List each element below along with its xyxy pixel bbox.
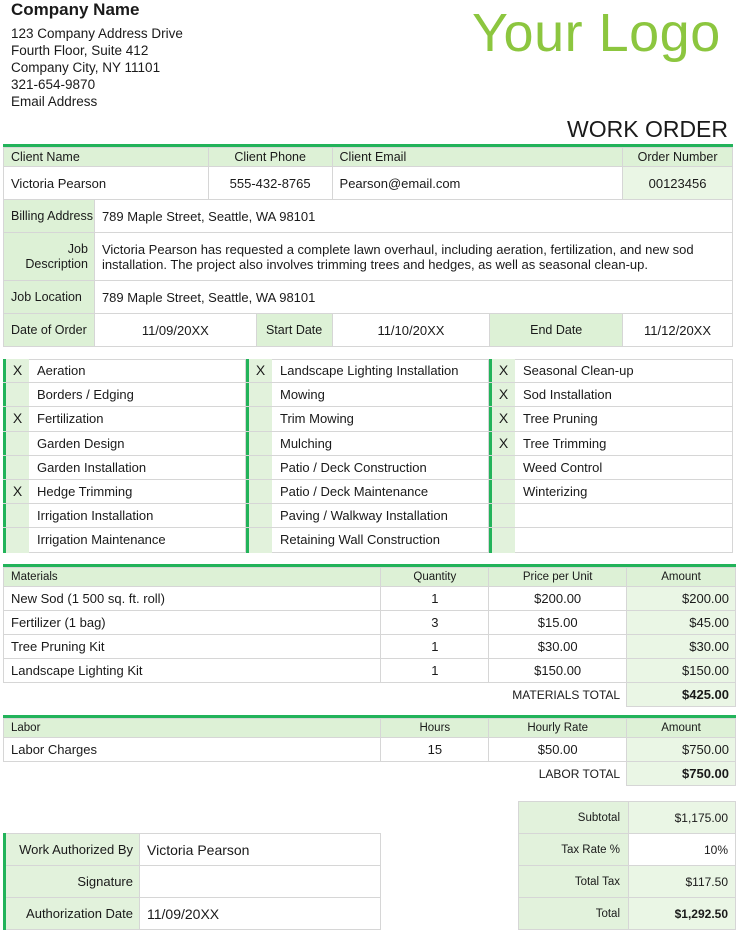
material-row [4, 635, 736, 659]
client-phone-header: Client Phone [208, 148, 332, 167]
authorization-date-label: Authorization Date [5, 898, 140, 930]
total-value: $1,292.50 [629, 898, 736, 930]
service-label: Winterizing [515, 480, 733, 503]
total-tax-value: $117.50 [629, 866, 736, 898]
service-label: Landscape Lighting Installation [272, 359, 489, 382]
signature-field[interactable] [140, 866, 381, 898]
billing-address-field[interactable]: 789 Maple Street, Seattle, WA 98101 [94, 200, 732, 233]
material-price[interactable]: $30.00 [489, 635, 627, 659]
labor-rate[interactable]: $50.00 [489, 738, 627, 762]
service-item [246, 432, 489, 456]
material-amount: $150.00 [627, 659, 736, 683]
quantity-header: Quantity [381, 568, 489, 587]
material-amount: $30.00 [627, 635, 736, 659]
service-label: Retaining Wall Construction [272, 528, 489, 552]
service-label: Mulching [272, 432, 489, 455]
service-checkbox[interactable]: X [489, 359, 515, 382]
subtotal-label: Subtotal [519, 802, 629, 834]
material-item[interactable]: Fertilizer (1 bag) [4, 611, 381, 635]
service-item [3, 432, 246, 456]
service-item [246, 480, 489, 504]
service-item [246, 407, 489, 431]
date-of-order-label: Date of Order [4, 314, 95, 347]
service-item [489, 480, 733, 504]
service-label: Hedge Trimming [29, 480, 246, 503]
material-price[interactable]: $150.00 [489, 659, 627, 683]
service-item [489, 432, 733, 456]
service-item [246, 528, 489, 552]
service-label: Patio / Deck Construction [272, 456, 489, 479]
service-item [489, 359, 733, 383]
material-item[interactable]: New Sod (1 500 sq. ft. roll) [4, 587, 381, 611]
materials-header: Materials [4, 568, 381, 587]
service-label [515, 504, 733, 527]
service-label: Irrigation Maintenance [29, 528, 246, 552]
service-item [489, 456, 733, 480]
materials-table [3, 567, 736, 707]
service-item [489, 528, 733, 552]
service-label [515, 528, 733, 552]
service-item [246, 383, 489, 407]
service-item [3, 528, 246, 552]
date-of-order-field[interactable]: 11/09/20XX [94, 314, 256, 347]
service-item [3, 359, 246, 383]
material-quantity[interactable]: 1 [381, 587, 489, 611]
service-checkbox[interactable] [246, 528, 272, 552]
service-label: Irrigation Installation [29, 504, 246, 527]
material-item[interactable]: Tree Pruning Kit [4, 635, 381, 659]
service-checkbox[interactable]: X [489, 432, 515, 455]
client-phone-field[interactable]: 555-432-8765 [208, 167, 332, 200]
material-quantity[interactable]: 1 [381, 635, 489, 659]
services-column [246, 359, 489, 553]
service-item [246, 359, 489, 383]
service-checkbox[interactable] [3, 504, 29, 527]
service-label: Seasonal Clean-up [515, 359, 733, 382]
labor-amount-header: Amount [627, 719, 736, 738]
client-name-header: Client Name [4, 148, 209, 167]
service-checkbox[interactable] [3, 383, 29, 406]
services-column [3, 359, 246, 553]
client-email-header: Client Email [332, 148, 623, 167]
client-email-field[interactable]: Pearson@email.com [332, 167, 623, 200]
materials-total-value: $425.00 [627, 683, 736, 707]
service-item [489, 383, 733, 407]
service-checkbox[interactable]: X [3, 359, 29, 382]
material-price[interactable]: $200.00 [489, 587, 627, 611]
total-label: Total [519, 898, 629, 930]
service-item [3, 383, 246, 407]
service-label: Borders / Edging [29, 383, 246, 406]
service-checkbox[interactable] [3, 528, 29, 552]
service-checkbox[interactable] [489, 528, 515, 552]
service-label: Trim Mowing [272, 407, 489, 430]
service-label: Mowing [272, 383, 489, 406]
job-description-field[interactable]: Victoria Pearson has requested a complete lawn overhaul, including aeration, fertilization, and new sod installation. The project also involves trimming trees and hedges, as well as seasonal clean-up. [94, 233, 732, 281]
service-label: Garden Design [29, 432, 246, 455]
material-row [4, 659, 736, 683]
service-label: Fertilization [29, 407, 246, 430]
service-checkbox[interactable] [246, 407, 272, 430]
client-info-table [3, 147, 733, 347]
end-date-label: End Date [490, 314, 623, 347]
labor-total-value: $750.00 [627, 762, 736, 786]
service-label: Weed Control [515, 456, 733, 479]
company-city-line: Company City, NY 11101 [11, 60, 161, 75]
service-checkbox[interactable]: X [489, 383, 515, 406]
service-checkbox[interactable]: X [246, 359, 272, 382]
service-item [3, 504, 246, 528]
company-name: Company Name [11, 0, 140, 19]
company-email: Email Address [11, 94, 98, 109]
service-label: Tree Trimming [515, 432, 733, 455]
service-checkbox[interactable]: X [489, 407, 515, 430]
subtotal-value: $1,175.00 [629, 802, 736, 834]
tax-rate-label: Tax Rate % [519, 834, 629, 866]
labor-item[interactable]: Labor Charges [4, 738, 381, 762]
company-address-line: 123 Company Address Drive [11, 26, 183, 41]
material-amount: $200.00 [627, 587, 736, 611]
material-item[interactable]: Landscape Lighting Kit [4, 659, 381, 683]
service-label: Garden Installation [29, 456, 246, 479]
start-date-field[interactable]: 11/10/20XX [332, 314, 490, 347]
material-row [4, 611, 736, 635]
service-checkbox[interactable] [3, 456, 29, 479]
work-authorized-by-label: Work Authorized By [5, 834, 140, 866]
service-label: Patio / Deck Maintenance [272, 480, 489, 503]
service-item [3, 407, 246, 431]
tax-rate-field[interactable]: 10% [629, 834, 736, 866]
service-label: Sod Installation [515, 383, 733, 406]
service-checkbox[interactable] [246, 383, 272, 406]
labor-total-label: LABOR TOTAL [538, 766, 621, 781]
service-checkbox[interactable] [489, 480, 515, 503]
service-label: Tree Pruning [515, 407, 733, 430]
summary-table [518, 801, 736, 930]
logo-placeholder: Your Logo [472, 3, 721, 63]
material-price[interactable]: $15.00 [489, 611, 627, 635]
service-item [246, 504, 489, 528]
service-checkbox[interactable] [489, 456, 515, 479]
signature-label: Signature [5, 866, 140, 898]
material-quantity[interactable]: 1 [381, 659, 489, 683]
authorization-date-field[interactable]: 11/09/20XX [140, 898, 381, 930]
authorization-table [3, 833, 381, 930]
labor-table [3, 718, 736, 786]
job-location-field[interactable]: 789 Maple Street, Seattle, WA 98101 [94, 281, 732, 314]
material-amount: $45.00 [627, 611, 736, 635]
service-checkbox[interactable] [246, 480, 272, 503]
job-location-label: Job Location [4, 281, 95, 314]
service-checkbox[interactable] [246, 504, 272, 527]
start-date-label: Start Date [256, 314, 332, 347]
service-item [3, 456, 246, 480]
service-checkbox[interactable] [246, 456, 272, 479]
service-checkbox[interactable]: X [3, 407, 29, 430]
service-item [489, 407, 733, 431]
order-number-header: Order Number [623, 148, 733, 167]
billing-address-label: Billing Address [4, 200, 95, 233]
job-description-label: Job Description [4, 233, 95, 281]
end-date-field[interactable]: 11/12/20XX [623, 314, 733, 347]
service-label: Aeration [29, 359, 246, 382]
service-checkbox[interactable] [3, 432, 29, 455]
hourly-rate-header: Hourly Rate [489, 719, 627, 738]
labor-hours[interactable]: 15 [381, 738, 489, 762]
price-per-unit-header: Price per Unit [489, 568, 627, 587]
hours-header: Hours [381, 719, 489, 738]
labor-amount: $750.00 [627, 738, 736, 762]
total-tax-label: Total Tax [519, 866, 629, 898]
amount-header: Amount [627, 568, 736, 587]
client-name-field[interactable]: Victoria Pearson [4, 167, 209, 200]
company-address-line: Fourth Floor, Suite 412 [11, 43, 149, 58]
document-title: WORK ORDER [567, 116, 728, 142]
service-label: Paving / Walkway Installation [272, 504, 489, 527]
services-column [489, 359, 733, 553]
service-checkbox[interactable]: X [3, 480, 29, 503]
service-item [246, 456, 489, 480]
service-item [3, 480, 246, 504]
order-number-field[interactable]: 00123456 [623, 167, 733, 200]
labor-header: Labor [4, 719, 381, 738]
material-row [4, 587, 736, 611]
service-item [489, 504, 733, 528]
service-checkbox[interactable] [489, 504, 515, 527]
work-authorized-by-field[interactable]: Victoria Pearson [140, 834, 381, 866]
company-phone: 321-654-9870 [11, 77, 96, 92]
material-quantity[interactable]: 3 [381, 611, 489, 635]
service-checkbox[interactable] [246, 432, 272, 455]
materials-total-label: MATERIALS TOTAL [512, 687, 621, 702]
